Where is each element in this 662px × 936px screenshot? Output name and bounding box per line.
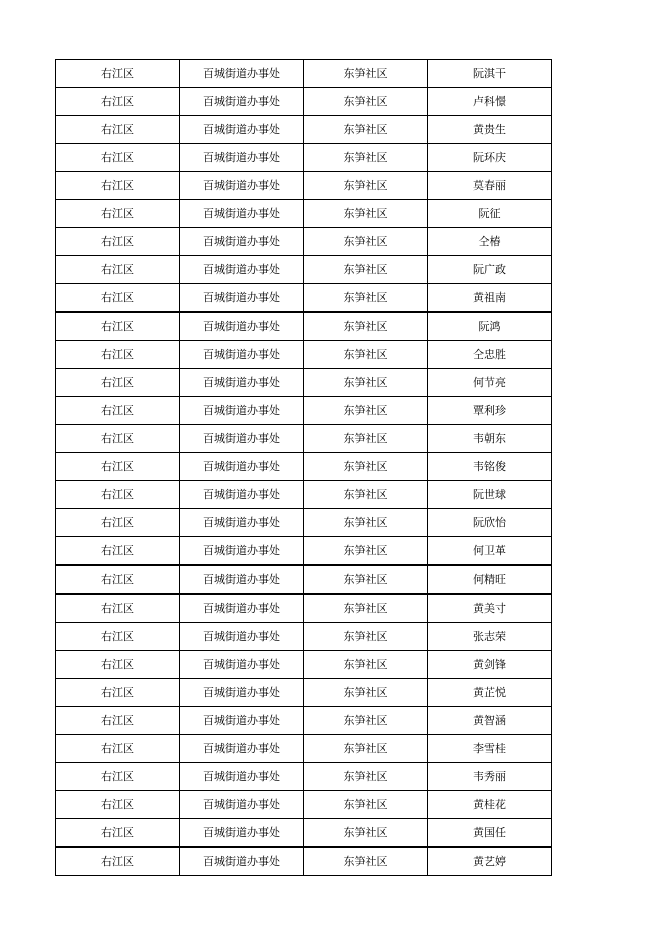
name-cell: 莫春丽 (428, 172, 552, 200)
street-cell: 百城街道办事处 (180, 60, 304, 88)
community-cell: 东笋社区 (304, 791, 428, 819)
name-cell: 何精旺 (428, 565, 552, 594)
district-cell: 右江区 (56, 312, 180, 341)
district-cell: 右江区 (56, 284, 180, 313)
name-cell: 黄美寸 (428, 594, 552, 623)
name-cell: 阮世球 (428, 481, 552, 509)
street-cell: 百城街道办事处 (180, 791, 304, 819)
table-row (56, 200, 552, 228)
table-row (56, 284, 552, 313)
name-cell: 黄贵生 (428, 116, 552, 144)
table-row (56, 481, 552, 509)
street-cell: 百城街道办事处 (180, 341, 304, 369)
table-row (56, 256, 552, 284)
table-row (56, 651, 552, 679)
district-cell: 右江区 (56, 847, 180, 876)
community-cell: 东笋社区 (304, 341, 428, 369)
table-row (56, 88, 552, 116)
name-cell: 何卫革 (428, 537, 552, 566)
street-cell: 百城街道办事处 (180, 594, 304, 623)
table-row (56, 172, 552, 200)
table-row (56, 847, 552, 876)
name-cell: 韦朝东 (428, 425, 552, 453)
district-cell: 右江区 (56, 791, 180, 819)
street-cell: 百城街道办事处 (180, 481, 304, 509)
district-cell: 右江区 (56, 679, 180, 707)
district-cell: 右江区 (56, 481, 180, 509)
district-cell: 右江区 (56, 735, 180, 763)
table-row (56, 228, 552, 256)
district-cell: 右江区 (56, 425, 180, 453)
street-cell: 百城街道办事处 (180, 256, 304, 284)
table-row (56, 763, 552, 791)
community-cell: 东笋社区 (304, 60, 428, 88)
community-cell: 东笋社区 (304, 679, 428, 707)
community-cell: 东笋社区 (304, 144, 428, 172)
table-row (56, 453, 552, 481)
name-cell: 黄智涵 (428, 707, 552, 735)
street-cell: 百城街道办事处 (180, 200, 304, 228)
street-cell: 百城街道办事处 (180, 679, 304, 707)
name-cell: 覃利珍 (428, 397, 552, 425)
name-cell: 黄芷悦 (428, 679, 552, 707)
table-row (56, 116, 552, 144)
street-cell: 百城街道办事处 (180, 116, 304, 144)
street-cell: 百城街道办事处 (180, 735, 304, 763)
name-cell: 何节亮 (428, 369, 552, 397)
community-cell: 东笋社区 (304, 819, 428, 848)
table-row (56, 537, 552, 566)
name-cell: 阮鸿 (428, 312, 552, 341)
community-cell: 东笋社区 (304, 763, 428, 791)
street-cell: 百城街道办事处 (180, 651, 304, 679)
district-cell: 右江区 (56, 397, 180, 425)
community-cell: 东笋社区 (304, 200, 428, 228)
street-cell: 百城街道办事处 (180, 88, 304, 116)
street-cell: 百城街道办事处 (180, 144, 304, 172)
community-cell: 东笋社区 (304, 453, 428, 481)
table-row (56, 60, 552, 88)
community-cell: 东笋社区 (304, 425, 428, 453)
community-cell: 东笋社区 (304, 312, 428, 341)
name-cell: 阮征 (428, 200, 552, 228)
district-cell: 右江区 (56, 341, 180, 369)
community-cell: 东笋社区 (304, 847, 428, 876)
district-cell: 右江区 (56, 256, 180, 284)
table-row (56, 623, 552, 651)
street-cell: 百城街道办事处 (180, 537, 304, 566)
table-row (56, 791, 552, 819)
name-cell: 韦秀丽 (428, 763, 552, 791)
community-cell: 东笋社区 (304, 397, 428, 425)
district-cell: 右江区 (56, 623, 180, 651)
street-cell: 百城街道办事处 (180, 228, 304, 256)
street-cell: 百城街道办事处 (180, 509, 304, 537)
district-cell: 右江区 (56, 88, 180, 116)
street-cell: 百城街道办事处 (180, 847, 304, 876)
resident-table-body (56, 60, 552, 876)
street-cell: 百城街道办事处 (180, 425, 304, 453)
table-row (56, 397, 552, 425)
community-cell: 东笋社区 (304, 481, 428, 509)
street-cell: 百城街道办事处 (180, 707, 304, 735)
community-cell: 东笋社区 (304, 369, 428, 397)
name-cell: 阮环庆 (428, 144, 552, 172)
name-cell: 阮淇干 (428, 60, 552, 88)
table-row (56, 735, 552, 763)
name-cell: 仝忠胜 (428, 341, 552, 369)
resident-table (55, 59, 552, 876)
community-cell: 东笋社区 (304, 537, 428, 566)
table-row (56, 425, 552, 453)
district-cell: 右江区 (56, 144, 180, 172)
community-cell: 东笋社区 (304, 707, 428, 735)
name-cell: 韦铭俊 (428, 453, 552, 481)
table-row (56, 341, 552, 369)
district-cell: 右江区 (56, 651, 180, 679)
district-cell: 右江区 (56, 228, 180, 256)
community-cell: 东笋社区 (304, 116, 428, 144)
district-cell: 右江区 (56, 60, 180, 88)
district-cell: 右江区 (56, 369, 180, 397)
table-row (56, 707, 552, 735)
name-cell: 黄祖南 (428, 284, 552, 313)
name-cell: 黄国任 (428, 819, 552, 848)
table-row (56, 312, 552, 341)
community-cell: 东笋社区 (304, 172, 428, 200)
table-row (56, 509, 552, 537)
name-cell: 黄艺婷 (428, 847, 552, 876)
name-cell: 李雪桂 (428, 735, 552, 763)
community-cell: 东笋社区 (304, 509, 428, 537)
community-cell: 东笋社区 (304, 565, 428, 594)
name-cell: 黄桂花 (428, 791, 552, 819)
district-cell: 右江区 (56, 819, 180, 848)
district-cell: 右江区 (56, 453, 180, 481)
street-cell: 百城街道办事处 (180, 819, 304, 848)
district-cell: 右江区 (56, 594, 180, 623)
name-cell: 卢科憬 (428, 88, 552, 116)
name-cell: 阮欣怡 (428, 509, 552, 537)
district-cell: 右江区 (56, 537, 180, 566)
table-row (56, 565, 552, 594)
street-cell: 百城街道办事处 (180, 623, 304, 651)
name-cell: 阮广政 (428, 256, 552, 284)
table-row (56, 819, 552, 848)
community-cell: 东笋社区 (304, 88, 428, 116)
community-cell: 东笋社区 (304, 623, 428, 651)
table-row (56, 679, 552, 707)
name-cell: 黄剑锋 (428, 651, 552, 679)
community-cell: 东笋社区 (304, 594, 428, 623)
name-cell: 张志荣 (428, 623, 552, 651)
street-cell: 百城街道办事处 (180, 763, 304, 791)
name-cell: 仝椿 (428, 228, 552, 256)
street-cell: 百城街道办事处 (180, 565, 304, 594)
community-cell: 东笋社区 (304, 284, 428, 313)
street-cell: 百城街道办事处 (180, 453, 304, 481)
table-row (56, 144, 552, 172)
district-cell: 右江区 (56, 707, 180, 735)
community-cell: 东笋社区 (304, 256, 428, 284)
district-cell: 右江区 (56, 763, 180, 791)
table-row (56, 369, 552, 397)
street-cell: 百城街道办事处 (180, 312, 304, 341)
community-cell: 东笋社区 (304, 735, 428, 763)
street-cell: 百城街道办事处 (180, 369, 304, 397)
community-cell: 东笋社区 (304, 228, 428, 256)
street-cell: 百城街道办事处 (180, 397, 304, 425)
district-cell: 右江区 (56, 172, 180, 200)
district-cell: 右江区 (56, 116, 180, 144)
district-cell: 右江区 (56, 565, 180, 594)
district-cell: 右江区 (56, 200, 180, 228)
street-cell: 百城街道办事处 (180, 284, 304, 313)
district-cell: 右江区 (56, 509, 180, 537)
street-cell: 百城街道办事处 (180, 172, 304, 200)
community-cell: 东笋社区 (304, 651, 428, 679)
table-row (56, 594, 552, 623)
